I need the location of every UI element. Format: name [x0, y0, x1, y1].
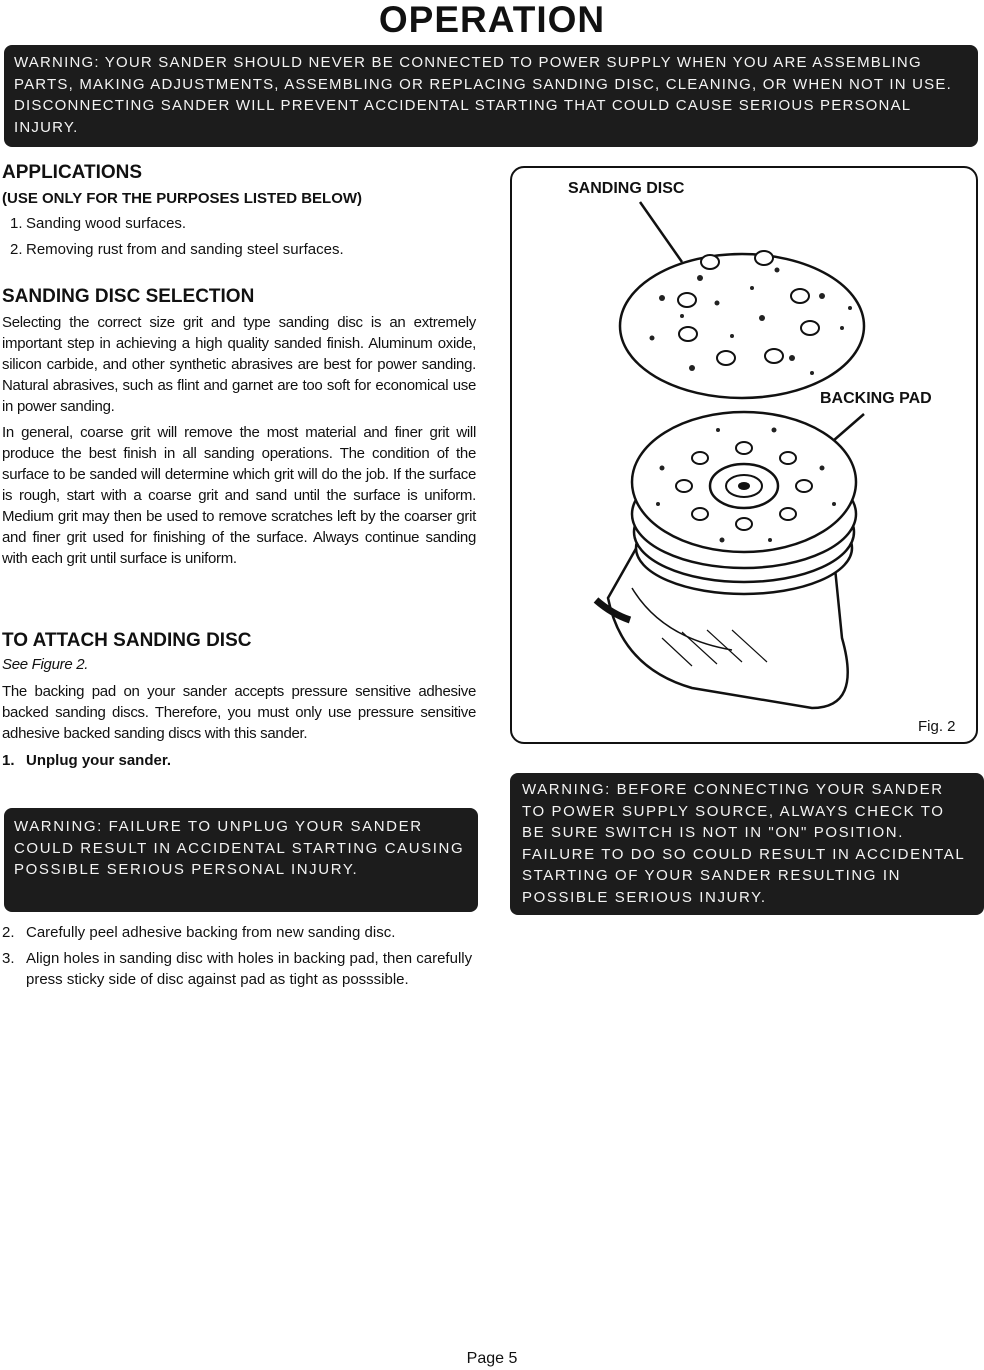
disc-selection-section [2, 286, 476, 569]
list-item: 2. Carefully peel adhesive backing from new sanding disc. [2, 924, 396, 941]
applications-subheading: (USE ONLY FOR THE PURPOSES LISTED BELOW) [2, 190, 363, 207]
disc-selection-paragraph-1: Selecting the correct size grit and type sanding disc is an extremely important step in achieving a high quality sanded finish. Aluminum oxide, silicon carbide, and other synthetic abrasives are best for power sanding. Natural abrasives, such as flint and garnet are too soft for economical use in power sanding. [2, 314, 476, 415]
warning-switch-box: WARNING: BEFORE CONNECTING YOUR SANDER TO POWER SUPPLY SOURCE, ALWAYS CHECK TO BE SURE SWITCH IS NOT IN "ON" POSITION. FAILURE TO DO SO COULD RESULT IN ACCIDENTAL STARTING OF YOUR SANDER RESULTING IN POSSIBLE SERIOUS INJURY. [510, 773, 984, 915]
attach-steps [2, 922, 476, 990]
figure-2-box [510, 166, 978, 744]
leader-line-disc [640, 202, 682, 262]
page-title: OPERATION [378, 0, 606, 40]
disc-selection-heading: SANDING DISC SELECTION [2, 286, 255, 307]
list-item: 3. Align holes in sanding disc with holes in backing pad, then carefully press sticky side of disc against pad as tight as posssible. [2, 950, 473, 988]
list-item: 1. Sanding wood surfaces. [10, 215, 187, 232]
list-item: 2. Removing rust from and sanding steel surfaces. [10, 241, 344, 258]
disc-selection-paragraph-2: In general, coarse grit will remove the most material and finer grit will produce the best finish in all sanding operations. The condition of the surface to be sanded will determine which grit will do the job. If the surface is rough, start with a coarse grit and sand until the surface is uniform. Medium grit may then be used to remove scratches left by the coarser grit and finer grit used for finishing of the surface. Always continue sanding with each grit until surface is uniform. [2, 424, 476, 567]
applications-section [2, 162, 476, 260]
applications-heading: APPLICATIONS [2, 162, 143, 183]
step-unplug: 1. Unplug your sander. [2, 752, 172, 769]
sander-illustration [512, 168, 976, 742]
label-sanding-disc: SANDING DISC [568, 180, 685, 197]
attach-paragraph: The backing pad on your sander accepts pressure sensitive adhesive backed sanding discs. Therefore, you must only use pressure sensitive adhesive backed sanding discs with this sander. [2, 683, 476, 742]
backing-pad [632, 412, 856, 594]
attach-section [2, 630, 476, 771]
warning-disconnect-box: WARNING: YOUR SANDER SHOULD NEVER BE CONNECTED TO POWER SUPPLY WHEN YOU ARE ASSEMBLING PARTS, MAKING ADJUSTMENTS, ASSEMBLING OR REPLACING SANDING DISC, CLEANING, OR WHEN NOT IN USE. DISCONNECTING SANDER WILL PREVENT ACCIDENTAL STARTING THAT COULD CAUSE SERIOUS PERSONAL INJURY. [4, 45, 978, 147]
page-number: Page 5 [466, 1350, 518, 1367]
attach-heading: TO ATTACH SANDING DISC [2, 630, 252, 651]
sanding-disc [620, 251, 864, 398]
warning-unplug-box: WARNING: FAILURE TO UNPLUG YOUR SANDER COULD RESULT IN ACCIDENTAL STARTING CAUSING POSSIBLE SERIOUS PERSONAL INJURY. [4, 808, 478, 912]
figure-caption: Fig. 2 [918, 718, 956, 735]
label-backing-pad: BACKING PAD [820, 390, 932, 407]
see-figure-note: See Figure 2. [2, 656, 89, 673]
